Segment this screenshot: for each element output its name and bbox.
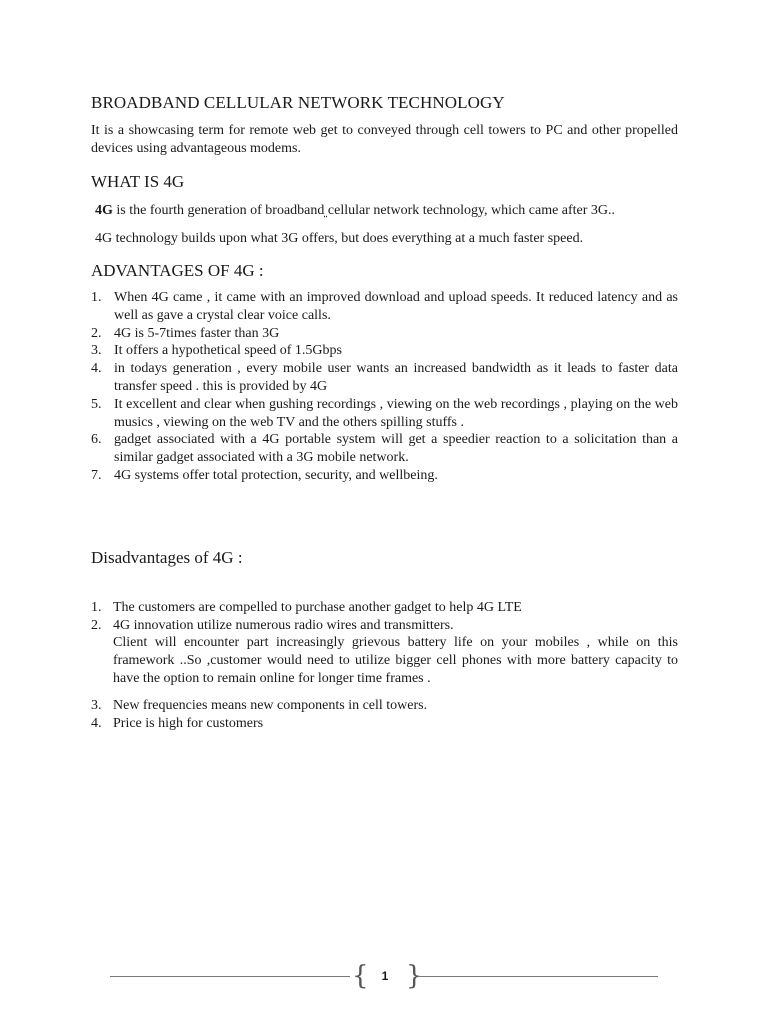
document-body bbox=[91, 92, 678, 732]
advantage-item bbox=[91, 431, 678, 467]
list-item-text: in todays generation , every mobile user wants an increased bandwidth as it leads to faster data transfer speed . this is provided by 4G bbox=[114, 361, 678, 394]
list-item-number: 3. bbox=[91, 343, 102, 359]
page-footer bbox=[110, 962, 658, 992]
disadvantage-item bbox=[91, 599, 678, 617]
advantages-list bbox=[91, 289, 678, 485]
advantage-item bbox=[91, 289, 678, 325]
what-is-text-2: technology, which came after 3G.. bbox=[419, 203, 616, 218]
list-item-number: 7. bbox=[91, 467, 102, 483]
term-4g: 4G bbox=[95, 203, 113, 218]
list-item-text: 4G systems offer total protection, security, and wellbeing. bbox=[114, 467, 438, 483]
list-item-number: 2. bbox=[91, 325, 102, 341]
disadvantages-list-continued bbox=[91, 697, 678, 733]
list-item-number: 2. bbox=[91, 617, 102, 633]
left-brace-icon: { bbox=[352, 961, 369, 991]
list-item-text: 4G is 5-7times faster than 3G bbox=[114, 325, 280, 341]
disadvantage-item bbox=[91, 617, 678, 635]
list-item-text: It offers a hypothetical speed of 1.5Gbps bbox=[114, 343, 342, 359]
advantages-heading: ADVANTAGES OF 4G : bbox=[91, 261, 264, 280]
intro-paragraph: It is a showcasing term for remote web get to conveyed through cell towers to PC and other propelled devices using advantageous modems. bbox=[91, 123, 678, 156]
what-is-text-1: is the fourth generation of bbox=[112, 203, 266, 218]
advantage-item bbox=[91, 360, 678, 396]
list-item-number: 5. bbox=[91, 396, 102, 412]
list-item-text: Price is high for customers bbox=[113, 715, 264, 731]
disadvantages-list bbox=[91, 599, 678, 635]
what-is-line-2: 4G technology builds upon what 3G offers, but does everything at a much faster speed. bbox=[95, 231, 584, 246]
term-broadband: broadband bbox=[265, 203, 325, 218]
footer-rule-right bbox=[418, 976, 658, 977]
what-is-line-1 bbox=[91, 202, 678, 220]
term-cellular-network: cellular network bbox=[327, 203, 420, 218]
advantage-item bbox=[91, 342, 678, 360]
list-item-number: 3. bbox=[91, 697, 102, 713]
footer-rule-left bbox=[110, 976, 350, 977]
disadvantages-heading: Disadvantages of 4G : bbox=[91, 547, 243, 567]
advantage-item bbox=[91, 396, 678, 432]
list-item-text: It excellent and clear when gushing recordings , viewing on the web recordings , playing on the web musics , viewing on the web TV and the others spilling stuffs . bbox=[114, 396, 678, 430]
list-item-number: 4. bbox=[91, 361, 102, 377]
right-brace-icon: } bbox=[406, 961, 423, 991]
list-item-text: The customers are compelled to purchase another gadget to help 4G LTE bbox=[113, 599, 522, 615]
disadvantage-item bbox=[91, 697, 678, 715]
list-item-text: New frequencies means new components in cell towers. bbox=[113, 697, 428, 713]
list-item-number: 4. bbox=[91, 715, 102, 731]
disadvantage-item bbox=[91, 715, 678, 733]
list-item-number: 1. bbox=[91, 599, 102, 615]
advantage-item bbox=[91, 467, 678, 485]
advantage-item bbox=[91, 325, 678, 343]
what-is-heading: WHAT IS 4G bbox=[91, 172, 185, 191]
list-item-text: 4G innovation utilize numerous radio wires and transmitters. bbox=[113, 617, 454, 633]
page-number: 1 bbox=[381, 969, 389, 983]
list-item-number: 1. bbox=[91, 290, 102, 305]
list-item-text: When 4G came , it came with an improved download and upload speeds. It reduced latency and as well as gave a crystal clear voice calls. bbox=[114, 290, 678, 323]
list-item-text: gadget associated with a 4G portable system will get a speedier reaction to a solicitation than a similar gadget associated with a 3G mobile network. bbox=[114, 432, 678, 466]
list-item-number: 6. bbox=[91, 432, 102, 448]
document-title: BROADBAND CELLULAR NETWORK TECHNOLOGY bbox=[91, 93, 505, 112]
disadvantage-2-continuation: Client will encounter part increasingly grievous battery life on your mobiles , while on this framework ..So ,customer would need to utilize bigger cell phones with more battery capacity to have the option to remain online for longer time frames . bbox=[113, 635, 678, 686]
